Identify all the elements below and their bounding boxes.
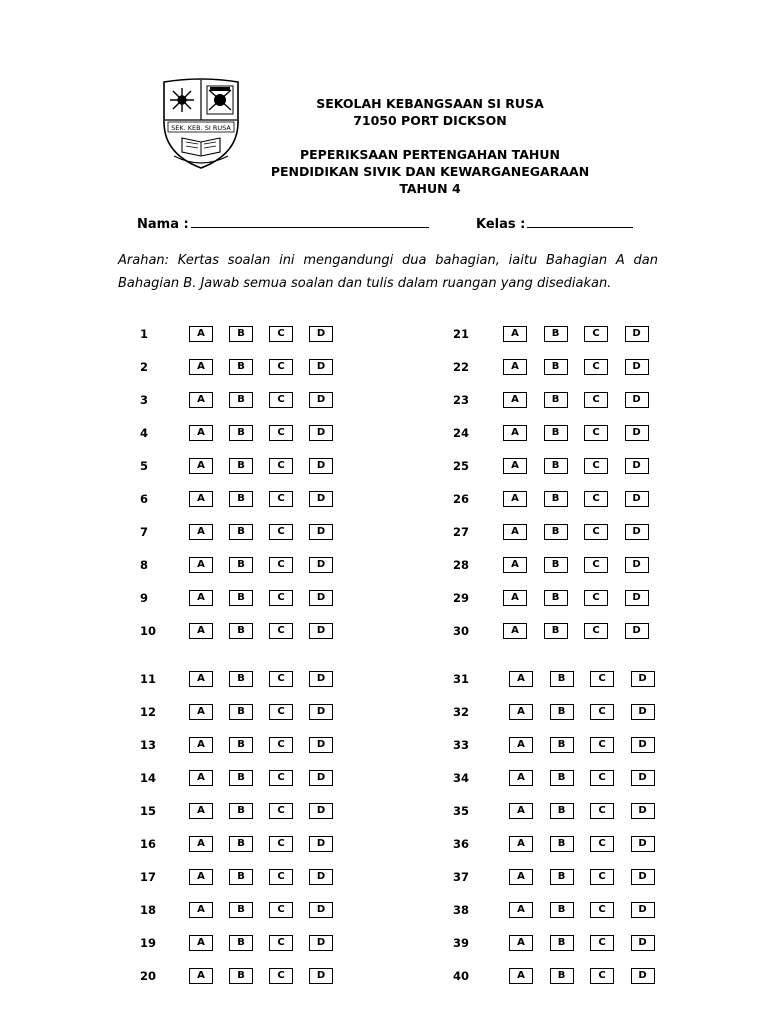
answer-option-b[interactable]: B bbox=[544, 557, 568, 573]
answer-option-a[interactable]: A bbox=[509, 704, 533, 720]
question-number: 22 bbox=[453, 360, 470, 374]
question-number: 34 bbox=[453, 771, 470, 785]
answer-option-d[interactable]: D bbox=[309, 869, 333, 885]
answer-option-b[interactable]: B bbox=[229, 704, 253, 720]
question-number: 7 bbox=[140, 525, 149, 539]
answer-option-b[interactable]: B bbox=[229, 737, 253, 753]
question-number: 36 bbox=[453, 837, 470, 851]
answer-option-c[interactable]: C bbox=[269, 458, 293, 474]
answer-option-d[interactable]: D bbox=[309, 671, 333, 687]
school-name: SEKOLAH KEBANGSAAN SI RUSA bbox=[316, 96, 544, 111]
answer-option-c[interactable]: C bbox=[269, 524, 293, 540]
answer-option-b[interactable]: B bbox=[544, 590, 568, 606]
answer-option-a[interactable]: A bbox=[509, 803, 533, 819]
question-number: 20 bbox=[140, 969, 157, 983]
answer-option-b[interactable]: B bbox=[229, 869, 253, 885]
answer-option-d[interactable]: D bbox=[309, 425, 333, 441]
answer-option-a[interactable]: A bbox=[189, 326, 213, 342]
answer-option-a[interactable]: A bbox=[189, 737, 213, 753]
question-number: 25 bbox=[453, 459, 470, 473]
answer-option-b[interactable]: B bbox=[229, 836, 253, 852]
question-number: 13 bbox=[140, 738, 157, 752]
answer-option-c[interactable]: C bbox=[269, 836, 293, 852]
answer-option-c[interactable]: C bbox=[269, 590, 293, 606]
answer-option-d[interactable]: D bbox=[631, 704, 655, 720]
question-number: 21 bbox=[453, 327, 470, 341]
answer-option-a[interactable]: A bbox=[509, 737, 533, 753]
answer-option-c[interactable]: C bbox=[584, 326, 608, 342]
answer-option-a[interactable]: A bbox=[503, 425, 527, 441]
answer-option-b[interactable]: B bbox=[550, 836, 574, 852]
answer-option-b[interactable]: B bbox=[229, 623, 253, 639]
answer-option-c[interactable]: C bbox=[590, 671, 614, 687]
answer-option-d[interactable]: D bbox=[625, 326, 649, 342]
exam-title: PEPERIKSAAN PERTENGAHAN TAHUN bbox=[299, 147, 560, 162]
answer-option-d[interactable]: D bbox=[309, 491, 333, 507]
answer-option-d[interactable]: D bbox=[625, 557, 649, 573]
answer-option-b[interactable]: B bbox=[229, 935, 253, 951]
school-header bbox=[230, 95, 630, 129]
answer-option-d[interactable]: D bbox=[625, 623, 649, 639]
answer-option-d[interactable]: D bbox=[631, 902, 655, 918]
question-number: 10 bbox=[140, 624, 157, 638]
answer-option-b[interactable]: B bbox=[544, 392, 568, 408]
question-number: 3 bbox=[140, 393, 149, 407]
answer-option-b[interactable]: B bbox=[550, 869, 574, 885]
crest-caption: SEK. KEB. SI RUSA bbox=[171, 124, 231, 132]
question-number: 23 bbox=[453, 393, 470, 407]
answer-option-d[interactable]: D bbox=[631, 836, 655, 852]
answer-option-c[interactable]: C bbox=[590, 836, 614, 852]
answer-option-c[interactable]: C bbox=[590, 968, 614, 984]
answer-option-c[interactable]: C bbox=[584, 590, 608, 606]
answer-option-c[interactable]: C bbox=[590, 803, 614, 819]
question-number: 28 bbox=[453, 558, 470, 572]
answer-option-c[interactable]: C bbox=[269, 671, 293, 687]
answer-option-d[interactable]: D bbox=[309, 524, 333, 540]
answer-option-a[interactable]: A bbox=[189, 836, 213, 852]
answer-option-a[interactable]: A bbox=[503, 326, 527, 342]
answer-option-a[interactable]: A bbox=[189, 902, 213, 918]
answer-option-a[interactable]: A bbox=[189, 671, 213, 687]
answer-option-a[interactable]: A bbox=[509, 968, 533, 984]
question-number: 8 bbox=[140, 558, 149, 572]
question-number: 9 bbox=[140, 591, 149, 605]
answer-option-d[interactable]: D bbox=[309, 326, 333, 342]
answer-option-a[interactable]: A bbox=[189, 704, 213, 720]
answer-option-b[interactable]: B bbox=[229, 524, 253, 540]
answer-option-a[interactable]: A bbox=[503, 557, 527, 573]
answer-option-c[interactable]: C bbox=[269, 902, 293, 918]
answer-option-d[interactable]: D bbox=[625, 359, 649, 375]
answer-option-d[interactable]: D bbox=[309, 935, 333, 951]
answer-option-b[interactable]: B bbox=[229, 491, 253, 507]
answer-option-b[interactable]: B bbox=[229, 803, 253, 819]
answer-option-a[interactable]: A bbox=[189, 770, 213, 786]
answer-option-b[interactable]: B bbox=[550, 671, 574, 687]
answer-option-d[interactable]: D bbox=[309, 704, 333, 720]
answer-option-a[interactable]: A bbox=[189, 491, 213, 507]
answer-option-d[interactable]: D bbox=[309, 392, 333, 408]
answer-option-b[interactable]: B bbox=[229, 557, 253, 573]
answer-option-a[interactable]: A bbox=[509, 671, 533, 687]
answer-option-c[interactable]: C bbox=[584, 425, 608, 441]
answer-option-b[interactable]: B bbox=[550, 935, 574, 951]
answer-option-d[interactable]: D bbox=[309, 836, 333, 852]
answer-option-a[interactable]: A bbox=[509, 770, 533, 786]
answer-option-a[interactable]: A bbox=[503, 590, 527, 606]
answer-option-c[interactable]: C bbox=[584, 458, 608, 474]
answer-option-c[interactable]: C bbox=[590, 737, 614, 753]
answer-option-c[interactable]: C bbox=[584, 491, 608, 507]
answer-option-a[interactable]: A bbox=[189, 590, 213, 606]
exam-subject: PENDIDIKAN SIVIK DAN KEWARGANEGARAAN bbox=[270, 164, 590, 179]
answer-option-b[interactable]: B bbox=[550, 737, 574, 753]
answer-option-a[interactable]: A bbox=[509, 902, 533, 918]
name-label: Nama : bbox=[137, 217, 189, 232]
answer-option-a[interactable]: A bbox=[189, 803, 213, 819]
question-number: 38 bbox=[453, 903, 470, 917]
question-number: 11 bbox=[140, 672, 157, 686]
question-number: 31 bbox=[453, 672, 470, 686]
answer-option-d[interactable]: D bbox=[309, 557, 333, 573]
answer-option-c[interactable]: C bbox=[269, 968, 293, 984]
answer-option-b[interactable]: B bbox=[229, 458, 253, 474]
answer-option-c[interactable]: C bbox=[269, 803, 293, 819]
answer-option-a[interactable]: A bbox=[509, 836, 533, 852]
answer-option-b[interactable]: B bbox=[544, 359, 568, 375]
question-number: 1 bbox=[140, 327, 149, 341]
answer-option-a[interactable]: A bbox=[503, 623, 527, 639]
answer-option-b[interactable]: B bbox=[229, 425, 253, 441]
question-number: 37 bbox=[453, 870, 470, 884]
answer-option-c[interactable]: C bbox=[269, 359, 293, 375]
instructions-text: Arahan: Kertas soalan ini mengandungi dua bahagian, iaitu Bahagian A dan Bahagian B. Jawab semua soalan dan tulis dalam ruangan yang disediakan. bbox=[118, 253, 658, 291]
class-field[interactable] bbox=[476, 215, 633, 232]
class-blank-line[interactable] bbox=[527, 215, 633, 228]
answer-option-a[interactable]: A bbox=[189, 425, 213, 441]
answer-option-b[interactable]: B bbox=[544, 425, 568, 441]
answer-option-a[interactable]: A bbox=[189, 623, 213, 639]
answer-option-c[interactable]: C bbox=[584, 557, 608, 573]
answer-option-c[interactable]: C bbox=[590, 869, 614, 885]
answer-option-d[interactable]: D bbox=[625, 392, 649, 408]
answer-option-a[interactable]: A bbox=[189, 869, 213, 885]
answer-option-a[interactable]: A bbox=[503, 458, 527, 474]
answer-option-b[interactable]: B bbox=[550, 902, 574, 918]
answer-option-d[interactable]: D bbox=[309, 359, 333, 375]
answer-option-c[interactable]: C bbox=[590, 902, 614, 918]
answer-option-b[interactable]: B bbox=[550, 968, 574, 984]
answer-option-a[interactable]: A bbox=[503, 524, 527, 540]
answer-option-a[interactable]: A bbox=[503, 359, 527, 375]
answer-option-c[interactable]: C bbox=[269, 326, 293, 342]
question-number: 33 bbox=[453, 738, 470, 752]
name-field[interactable] bbox=[137, 215, 429, 232]
answer-option-a[interactable]: A bbox=[509, 869, 533, 885]
question-number: 27 bbox=[453, 525, 470, 539]
answer-option-d[interactable]: D bbox=[631, 770, 655, 786]
answer-option-c[interactable]: C bbox=[269, 770, 293, 786]
question-number: 29 bbox=[453, 591, 470, 605]
answer-option-c[interactable]: C bbox=[269, 491, 293, 507]
answer-option-b[interactable]: B bbox=[550, 704, 574, 720]
answer-option-b[interactable]: B bbox=[550, 803, 574, 819]
answer-option-d[interactable]: D bbox=[309, 803, 333, 819]
answer-option-a[interactable]: A bbox=[189, 458, 213, 474]
answer-option-c[interactable]: C bbox=[590, 770, 614, 786]
answer-option-c[interactable]: C bbox=[584, 359, 608, 375]
question-number: 16 bbox=[140, 837, 157, 851]
answer-option-b[interactable]: B bbox=[229, 770, 253, 786]
answer-option-a[interactable]: A bbox=[509, 935, 533, 951]
answer-option-d[interactable]: D bbox=[631, 968, 655, 984]
question-number: 12 bbox=[140, 705, 157, 719]
answer-option-d[interactable]: D bbox=[309, 770, 333, 786]
answer-option-d[interactable]: D bbox=[625, 491, 649, 507]
question-number: 40 bbox=[453, 969, 470, 983]
question-number: 17 bbox=[140, 870, 157, 884]
answer-option-c[interactable]: C bbox=[269, 392, 293, 408]
answer-option-a[interactable]: A bbox=[189, 935, 213, 951]
question-number: 19 bbox=[140, 936, 157, 950]
answer-option-d[interactable]: D bbox=[309, 623, 333, 639]
answer-option-a[interactable]: A bbox=[189, 392, 213, 408]
answer-option-d[interactable]: D bbox=[309, 968, 333, 984]
answer-option-d[interactable]: D bbox=[309, 902, 333, 918]
question-number: 5 bbox=[140, 459, 149, 473]
answer-option-d[interactable]: D bbox=[625, 590, 649, 606]
answer-option-b[interactable]: B bbox=[544, 623, 568, 639]
answer-option-b[interactable]: B bbox=[229, 392, 253, 408]
answer-option-c[interactable]: C bbox=[269, 704, 293, 720]
answer-option-c[interactable]: C bbox=[269, 425, 293, 441]
answer-option-b[interactable]: B bbox=[544, 491, 568, 507]
answer-option-d[interactable]: D bbox=[631, 869, 655, 885]
answer-option-d[interactable]: D bbox=[309, 458, 333, 474]
exam-header bbox=[230, 146, 630, 197]
answer-option-c[interactable]: C bbox=[590, 935, 614, 951]
answer-option-c[interactable]: C bbox=[269, 869, 293, 885]
question-number: 26 bbox=[453, 492, 470, 506]
answer-option-d[interactable]: D bbox=[631, 803, 655, 819]
answer-option-b[interactable]: B bbox=[229, 902, 253, 918]
answer-option-d[interactable]: D bbox=[631, 935, 655, 951]
answer-option-c[interactable]: C bbox=[584, 623, 608, 639]
answer-option-c[interactable]: C bbox=[269, 737, 293, 753]
answer-option-d[interactable]: D bbox=[631, 737, 655, 753]
question-number: 32 bbox=[453, 705, 470, 719]
answer-option-a[interactable]: A bbox=[189, 359, 213, 375]
class-label: Kelas : bbox=[476, 217, 526, 232]
answer-option-c[interactable]: C bbox=[269, 935, 293, 951]
answer-option-a[interactable]: A bbox=[189, 524, 213, 540]
answer-option-d[interactable]: D bbox=[625, 425, 649, 441]
answer-option-d[interactable]: D bbox=[625, 524, 649, 540]
answer-option-b[interactable]: B bbox=[544, 326, 568, 342]
answer-option-b[interactable]: B bbox=[544, 458, 568, 474]
answer-option-a[interactable]: A bbox=[503, 392, 527, 408]
answer-option-a[interactable]: A bbox=[189, 968, 213, 984]
answer-option-b[interactable]: B bbox=[550, 770, 574, 786]
answer-option-d[interactable]: D bbox=[309, 737, 333, 753]
answer-option-b[interactable]: B bbox=[229, 359, 253, 375]
question-number: 6 bbox=[140, 492, 149, 506]
question-number: 2 bbox=[140, 360, 149, 374]
answer-option-d[interactable]: D bbox=[309, 590, 333, 606]
answer-option-a[interactable]: A bbox=[503, 491, 527, 507]
question-number: 39 bbox=[453, 936, 470, 950]
answer-option-c[interactable]: C bbox=[269, 557, 293, 573]
name-blank-line[interactable] bbox=[191, 215, 429, 228]
question-number: 15 bbox=[140, 804, 157, 818]
answer-option-c[interactable]: C bbox=[584, 392, 608, 408]
question-number: 24 bbox=[453, 426, 470, 440]
answer-option-b[interactable]: B bbox=[229, 590, 253, 606]
answer-option-d[interactable]: D bbox=[631, 671, 655, 687]
answer-option-d[interactable]: D bbox=[625, 458, 649, 474]
answer-option-c[interactable]: C bbox=[584, 524, 608, 540]
question-number: 14 bbox=[140, 771, 157, 785]
question-number: 35 bbox=[453, 804, 470, 818]
answer-option-b[interactable]: B bbox=[229, 968, 253, 984]
answer-option-c[interactable]: C bbox=[590, 704, 614, 720]
school-address: 71050 PORT DICKSON bbox=[353, 113, 507, 128]
question-number: 30 bbox=[453, 624, 470, 638]
question-number: 18 bbox=[140, 903, 157, 917]
answer-option-b[interactable]: B bbox=[229, 671, 253, 687]
answer-option-c[interactable]: C bbox=[269, 623, 293, 639]
answer-option-b[interactable]: B bbox=[229, 326, 253, 342]
exam-year: TAHUN 4 bbox=[399, 181, 461, 196]
answer-option-b[interactable]: B bbox=[544, 524, 568, 540]
question-number: 4 bbox=[140, 426, 149, 440]
answer-option-a[interactable]: A bbox=[189, 557, 213, 573]
